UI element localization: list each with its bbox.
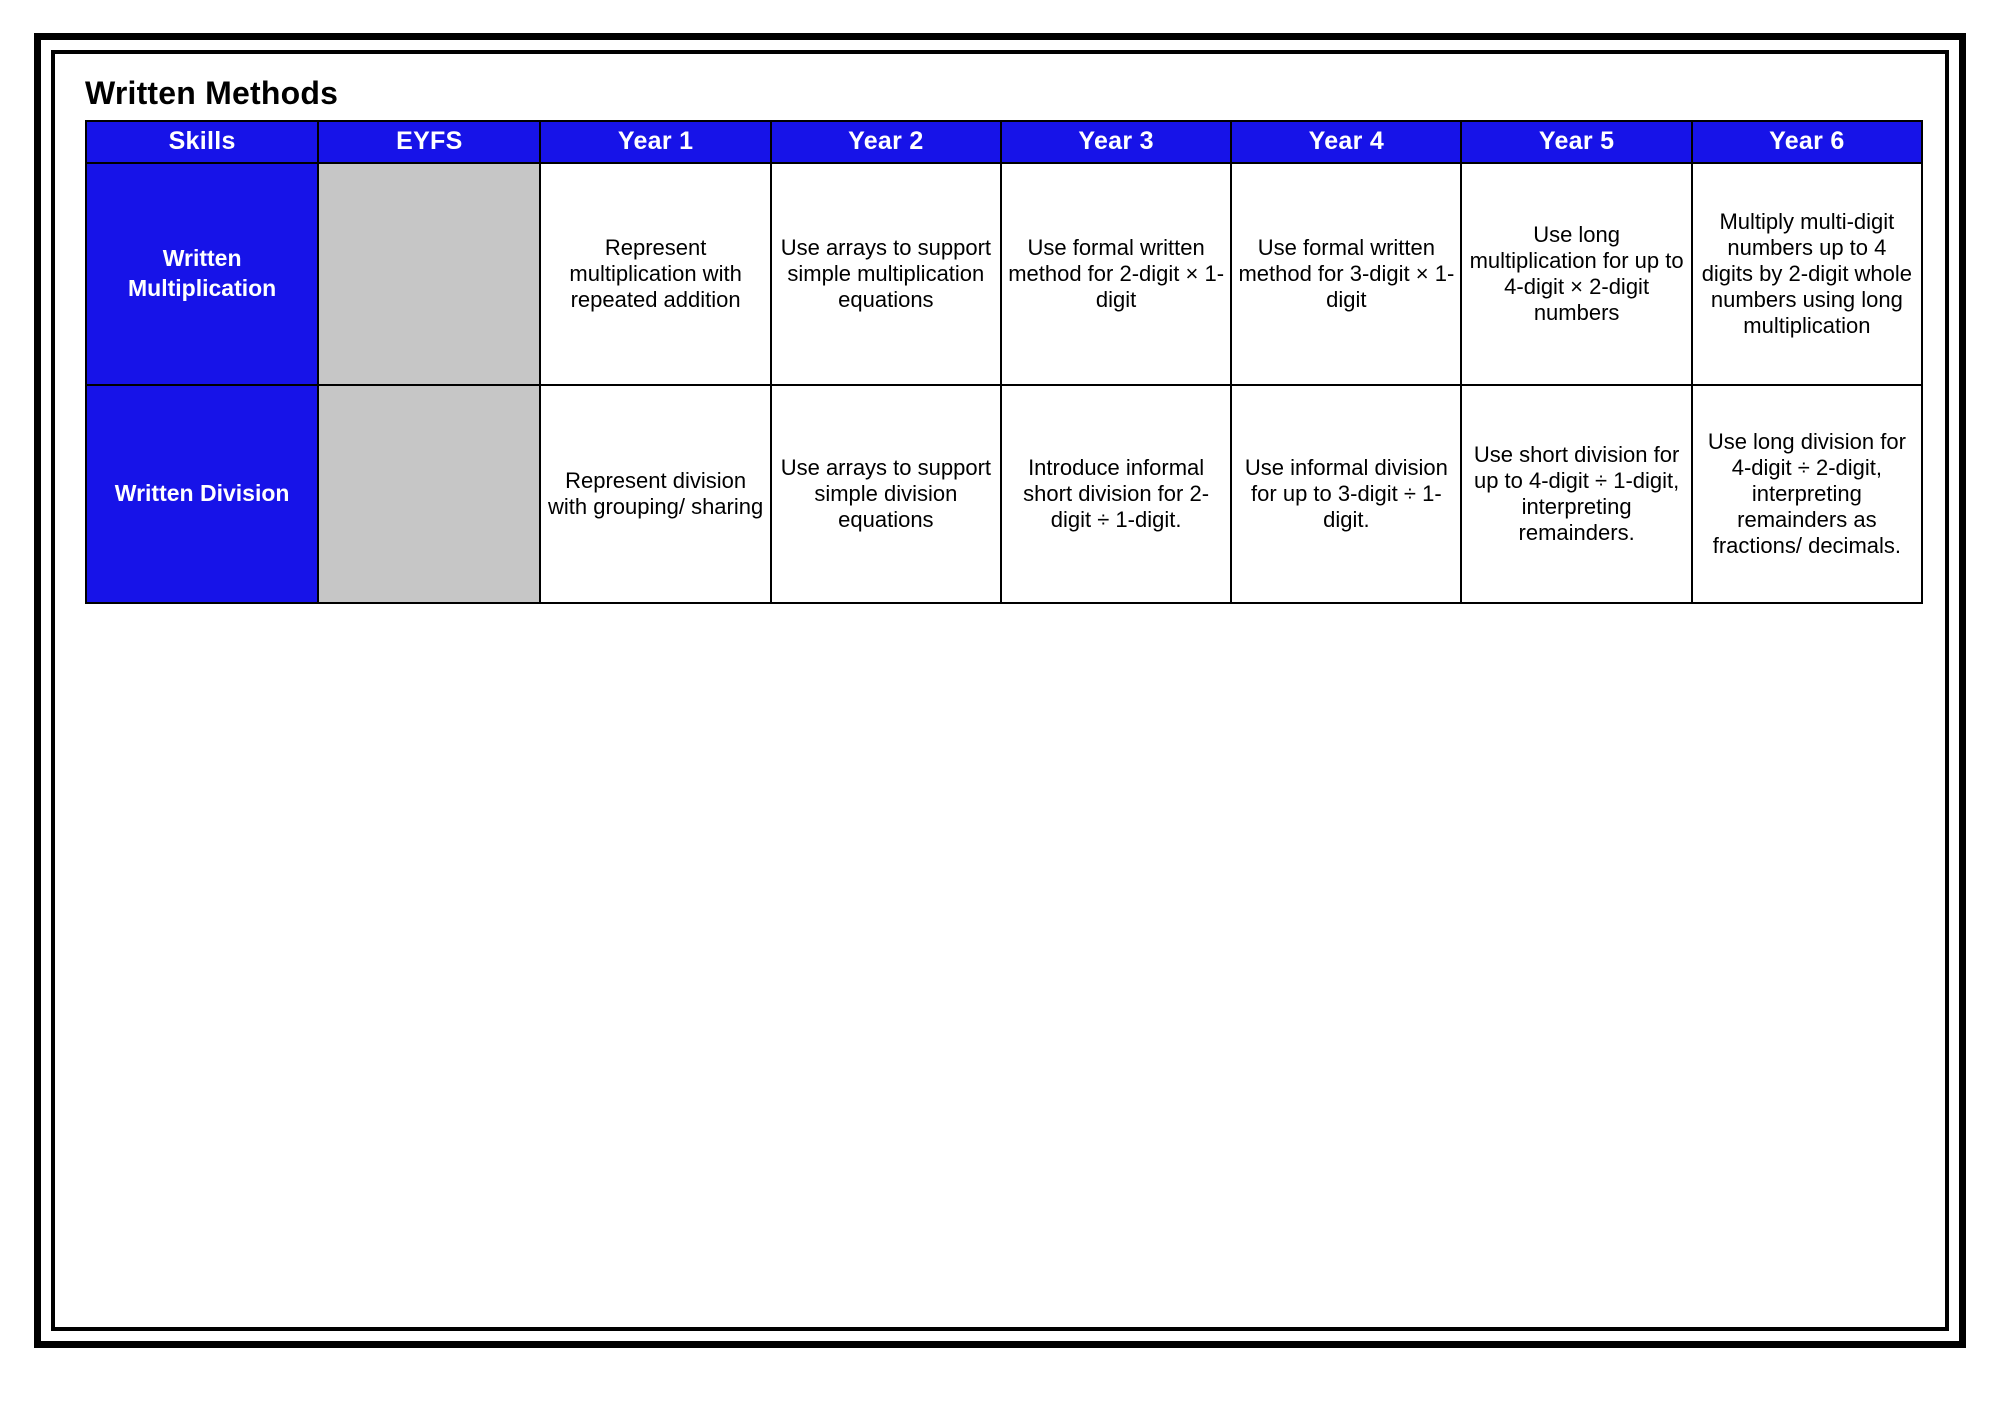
column-header-year-4: Year 4 — [1231, 121, 1461, 163]
page-border-outer — [34, 33, 1966, 1348]
cell-multiplication-year-5: Use long multiplication for up to 4-digit × 2-digit numbers — [1461, 163, 1691, 385]
column-header-year-3: Year 3 — [1001, 121, 1231, 163]
column-header-year-6: Year 6 — [1692, 121, 1922, 163]
cell-division-year-6: Use long division for 4-digit ÷ 2-digit, interpreting remainders as fractions/ decimals. — [1692, 385, 1922, 603]
cell-multiplication-year-4: Use formal written method for 3-digit × 1-digit — [1231, 163, 1461, 385]
page-title: Written Methods — [85, 75, 339, 111]
page-content — [55, 54, 1945, 1327]
cell-division-eyfs — [318, 385, 540, 603]
cell-division-year-3: Introduce informal short division for 2-digit ÷ 1-digit. — [1001, 385, 1231, 603]
page-border-inner — [51, 50, 1949, 1331]
cell-division-year-4: Use informal division for up to 3-digit ÷ 1-digit. — [1231, 385, 1461, 603]
table-header-row — [86, 121, 1922, 163]
cell-division-year-2: Use arrays to support simple division equations — [771, 385, 1001, 603]
cell-division-year-1: Represent division with grouping/ sharing — [540, 385, 770, 603]
column-header-year-1: Year 1 — [540, 121, 770, 163]
column-header-year-2: Year 2 — [771, 121, 1001, 163]
column-header-skills: Skills — [86, 121, 318, 163]
cell-multiplication-year-1: Represent multiplication with repeated addition — [540, 163, 770, 385]
column-header-eyfs: EYFS — [318, 121, 540, 163]
cell-multiplication-year-3: Use formal written method for 2-digit × 1-digit — [1001, 163, 1231, 385]
cell-multiplication-year-2: Use arrays to support simple multiplication equations — [771, 163, 1001, 385]
cell-division-year-5: Use short division for up to 4-digit ÷ 1-digit, interpreting remainders. — [1461, 385, 1691, 603]
table-row — [86, 385, 1922, 603]
table-row — [86, 163, 1922, 385]
written-methods-table — [85, 120, 1923, 604]
cell-multiplication-eyfs — [318, 163, 540, 385]
row-label-written-division: Written Division — [86, 385, 318, 603]
cell-multiplication-year-6: Multiply multi-digit numbers up to 4 digits by 2-digit whole numbers using long multiplication — [1692, 163, 1922, 385]
column-header-year-5: Year 5 — [1461, 121, 1691, 163]
row-label-written-multiplication: Written Multiplication — [86, 163, 318, 385]
